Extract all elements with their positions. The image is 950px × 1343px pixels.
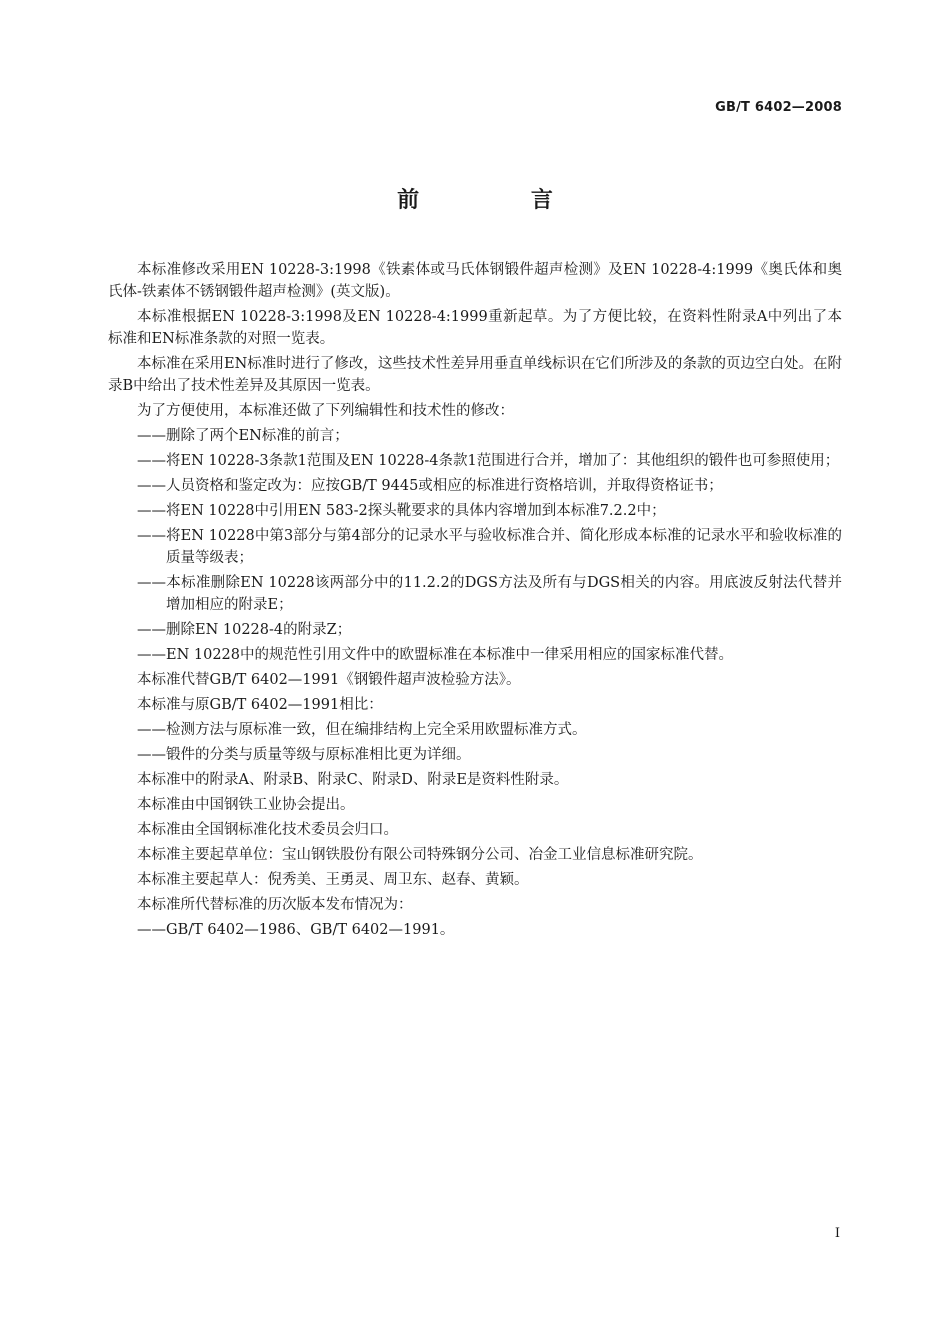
paragraph: 本标准代替GB/T 6402—1991《钢锻件超声波检验方法》。 <box>137 672 521 688</box>
foreword-body <box>108 259 842 944</box>
paragraph: 本标准在采用EN标准时进行了修改，这些技术性差异用垂直单线标识在它们所涉及的条款的页边空白处。在附录B中给出了技术性差异及其原因一览表。 <box>108 356 842 394</box>
list-item: ——将EN 10228中引用EN 583-2探头靴要求的具体内容增加到本标准7.2.2中； <box>137 503 666 519</box>
list-item: ——锻件的分类与质量等级与原标准相比更为详细。 <box>137 747 471 763</box>
paragraph: 本标准主要起草人：倪秀美、王勇灵、周卫东、赵春、黄颖。 <box>137 872 529 888</box>
list-item: ——删除了两个EN标准的前言； <box>137 428 349 444</box>
list-item: ——GB/T 6402—1986、GB/T 6402—1991。 <box>137 922 455 938</box>
paragraph: 本标准与原GB/T 6402—1991相比： <box>137 697 383 713</box>
paragraph: 本标准由全国钢标准化技术委员会归口。 <box>137 822 398 838</box>
paragraph: 为了方便使用，本标准还做了下列编辑性和技术性的修改： <box>137 403 514 419</box>
page-title: 前 言 <box>397 188 605 213</box>
paragraph: 本标准主要起草单位：宝山钢铁股份有限公司特殊钢分公司、冶金工业信息标准研究院。 <box>137 847 703 863</box>
list-item: ——检测方法与原标准一致，但在编排结构上完全采用欧盟标准方式。 <box>137 722 587 738</box>
paragraph: 本标准中的附录A、附录B、附录C、附录D、附录E是资料性附录。 <box>137 772 569 788</box>
list-item: ——将EN 10228中第3部分与第4部分的记录水平与验收标准合并、简化形成本标准的记录水平和验收标准的质量等级表； <box>137 528 842 566</box>
list-item: ——EN 10228中的规范性引用文件中的欧盟标准在本标准中一律采用相应的国家标准代替。 <box>137 647 734 663</box>
page-number: I <box>834 1226 840 1241</box>
list-item: ——本标准删除EN 10228该两部分中的11.2.2的DGS方法及所有与DGS相关的内容。用底波反射法代替并增加相应的附录E； <box>137 575 842 613</box>
document-code: GB/T 6402—2008 <box>715 100 842 115</box>
list-item: ——将EN 10228-3条款1范围及EN 10228-4条款1范围进行合并，增加了：其他组织的锻件也可参照使用； <box>137 453 840 469</box>
paragraph: 本标准修改采用EN 10228-3:1998《铁素体或马氏体钢锻件超声检测》及EN 10228-4:1999《奥氏体和奥氏体-铁素体不锈钢锻件超声检测》(英文版)。 <box>108 262 842 300</box>
paragraph: 本标准所代替标准的历次版本发布情况为： <box>137 897 413 913</box>
paragraph: 本标准由中国钢铁工业协会提出。 <box>137 797 355 813</box>
paragraph: 本标准根据EN 10228-3:1998及EN 10228-4:1999重新起草。为了方便比较，在资料性附录A中列出了本标准和EN标准条款的对照一览表。 <box>108 309 842 347</box>
list-item: ——人员资格和鉴定改为：应按GB/T 9445或相应的标准进行资格培训，并取得资格证书； <box>137 478 723 494</box>
list-item: ——删除EN 10228-4的附录Z； <box>137 622 352 638</box>
